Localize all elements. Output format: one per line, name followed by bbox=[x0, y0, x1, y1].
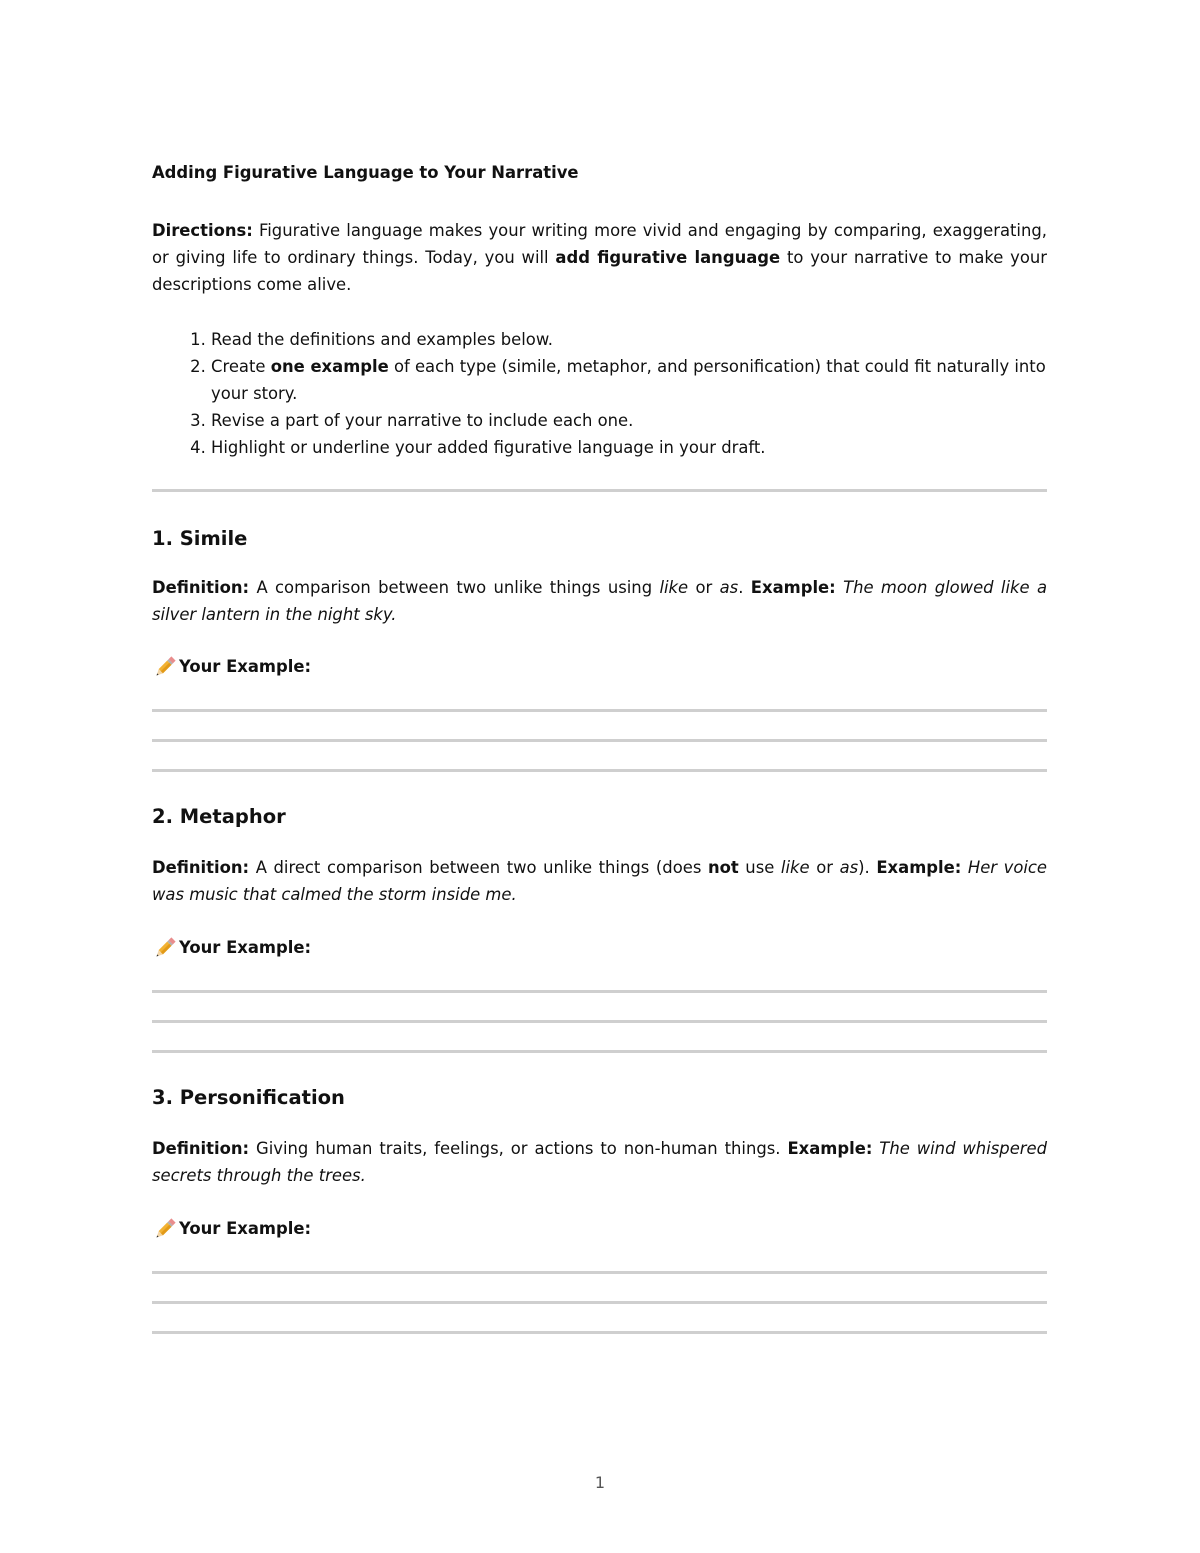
section-divider bbox=[152, 489, 1047, 492]
answer-line[interactable] bbox=[152, 990, 1047, 993]
answer-line[interactable] bbox=[152, 1020, 1047, 1023]
personification-heading: 3. Personification bbox=[152, 1086, 345, 1109]
metaphor-definition bbox=[152, 854, 1047, 908]
your-example-text: Your Example: bbox=[179, 938, 312, 957]
steps-list bbox=[152, 326, 1047, 461]
example-label: Example: bbox=[787, 1139, 873, 1158]
definition-label: Definition: bbox=[152, 1139, 250, 1158]
definition-term: like bbox=[659, 578, 689, 597]
worksheet-page bbox=[152, 162, 1047, 1334]
step-emphasis: one example bbox=[270, 357, 389, 376]
directions-text-after: to your narrative to make your descriptions come alive. bbox=[152, 248, 1048, 294]
definition-term: as bbox=[719, 578, 739, 597]
your-example-label bbox=[152, 1216, 1047, 1242]
example-text: The wind whispered secrets through the trees. bbox=[152, 1139, 1048, 1185]
answer-line[interactable] bbox=[152, 1331, 1047, 1334]
definition-text: ). bbox=[858, 858, 877, 877]
your-example-text: Your Example: bbox=[179, 1219, 312, 1238]
answer-line[interactable] bbox=[152, 739, 1047, 742]
example-text: The moon glowed like a silver lantern in the night sky. bbox=[152, 578, 1048, 624]
directions-text-before: Figurative language makes your writing more vivid and engaging by comparing, exaggerating, or giving life to ordinary things. Today, you will bbox=[152, 221, 1047, 267]
list-item: 1. Read the definitions and examples below. bbox=[211, 326, 1047, 353]
definition-label: Definition: bbox=[152, 578, 250, 597]
metaphor-heading: 2. Metaphor bbox=[152, 805, 286, 828]
simile-heading: 1. Simile bbox=[152, 527, 248, 550]
definition-text: or bbox=[809, 858, 840, 877]
answer-line[interactable] bbox=[152, 1050, 1047, 1053]
pencil-icon bbox=[152, 654, 178, 680]
example-label: Example: bbox=[750, 578, 836, 597]
page-title: Adding Figurative Language to Your Narrative bbox=[152, 163, 579, 182]
definition-emphasis: not bbox=[707, 858, 739, 877]
step-text-after: of each type (simile, metaphor, and personification) that could fit naturally into your story. bbox=[211, 357, 1046, 403]
step-text-before: Create bbox=[211, 357, 271, 376]
personification-definition bbox=[152, 1135, 1047, 1189]
definition-text: or bbox=[688, 578, 720, 597]
simile-definition bbox=[152, 574, 1047, 628]
answer-line[interactable] bbox=[152, 1271, 1047, 1274]
your-example-label bbox=[152, 935, 1047, 961]
answer-line[interactable] bbox=[152, 1301, 1047, 1304]
list-item: 4. Highlight or underline your added figurative language in your draft. bbox=[211, 434, 1047, 461]
definition-text: A direct comparison between two unlike things (does bbox=[249, 858, 708, 877]
directions-paragraph bbox=[152, 217, 1047, 298]
definition-text: A comparison between two unlike things using bbox=[249, 578, 660, 597]
list-item: 3. Revise a part of your narrative to include each one. bbox=[211, 407, 1047, 434]
your-example-label bbox=[152, 654, 1047, 680]
list-item bbox=[211, 353, 1047, 407]
definition-text: use bbox=[738, 858, 781, 877]
definition-text: . bbox=[738, 578, 751, 597]
definition-text: Giving human traits, feelings, or actions to non-human things. bbox=[249, 1139, 788, 1158]
directions-emphasis: add figurative language bbox=[555, 248, 781, 267]
pencil-icon bbox=[152, 1216, 178, 1242]
definition-label: Definition: bbox=[152, 858, 250, 877]
definition-term: as bbox=[839, 858, 859, 877]
directions-label: Directions: bbox=[152, 221, 253, 240]
page-number: 1 bbox=[594, 1473, 606, 1492]
answer-line[interactable] bbox=[152, 709, 1047, 712]
example-text: Her voice was music that calmed the storm inside me. bbox=[152, 858, 1048, 904]
answer-line[interactable] bbox=[152, 769, 1047, 772]
your-example-text: Your Example: bbox=[179, 657, 312, 676]
pencil-icon bbox=[152, 935, 178, 961]
definition-term: like bbox=[780, 858, 810, 877]
example-label: Example: bbox=[876, 858, 962, 877]
